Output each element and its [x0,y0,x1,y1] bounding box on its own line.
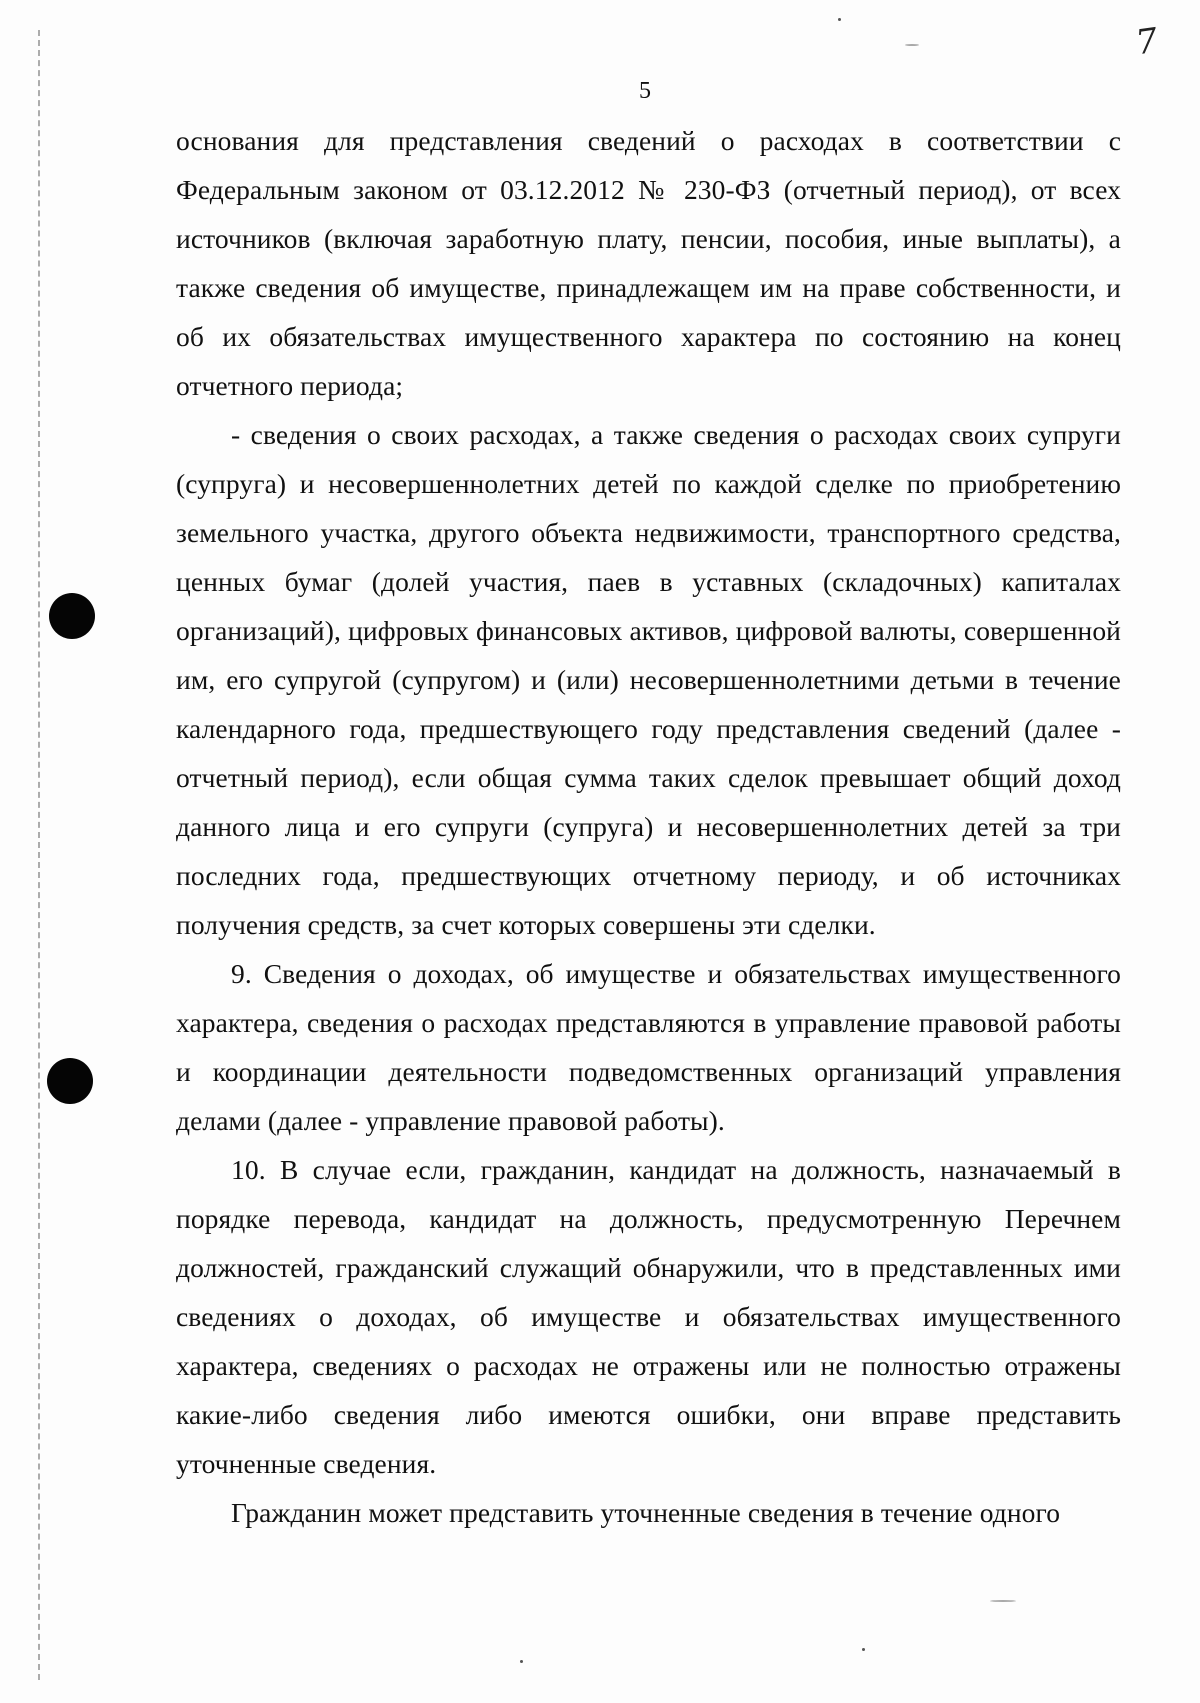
scan-speck [905,44,919,46]
handwritten-page-mark: 7 [1133,20,1161,64]
page-number: 5 [639,78,651,104]
punch-hole [49,593,95,639]
margin-dashed-line [38,30,40,1680]
paragraph-9: 9. Сведения о доходах, об имуществе и обязательствах имущественного характера, сведения о расходах представляются в управление правовой работы и координации деятельности подведомственных организаций управления делами (далее - управление правовой работы). [176,958,1121,1136]
paragraph-citizen-clarification: Гражданин может представить уточненные сведения в течение одного [231,1497,1061,1528]
document-body [176,116,1121,1537]
scan-speck [990,1600,1016,1602]
paragraph-10: 10. В случае если, гражданин, кандидат на должность, назначаемый в порядке перевода, кандидат на должность, предусмотренную Перечнем должностей, гражданский служащий обнаружили, что в представленных ими сведениях о доходах, об имуществе и обязательствах имущественного характера, сведениях о расходах не отражены или не полностью отражены какие-либо сведения либо имеются ошибки, они вправе представить уточненные сведения. [176,1154,1121,1479]
paragraph-continuation: основания для представления сведений о расходах в соответствии с Федеральным законом от 03.12.2012 № 230-ФЗ (отчетный период), от всех источников (включая заработную плату, пенсии, пособия, иные выплаты), а также сведения об имуществе, принадлежащем им на праве собственности, и об их обязательствах имущественного характера по состоянию на конец отчетного периода; [176,125,1121,401]
paragraph-expenses-info: - сведения о своих расходах, а также сведения о расходах своих супруги (супруга) и несовершеннолетних детей по каждой сделке по приобретению земельного участка, другого объекта недвижимости, транспортного средства, ценных бумаг (долей участия, паев в уставных (складочных) капиталах организаций), цифровых финансовых активов, цифровой валюты, совершенной им, его супругой (супругом) и (или) несовершеннолетними детьми в течение календарного года, предшествующего году представления сведений (далее - отчетный период), если общая сумма таких сделок превышает общий доход данного лица и его супруги (супруга) и несовершеннолетних детей за три последних года, предшествующих отчетному периоду, и об источниках получения средств, за счет которых совершены эти сделки. [176,419,1121,940]
scan-speck [862,1648,865,1651]
scan-speck [838,18,841,21]
punch-hole [47,1058,93,1104]
scan-speck [520,1660,523,1663]
